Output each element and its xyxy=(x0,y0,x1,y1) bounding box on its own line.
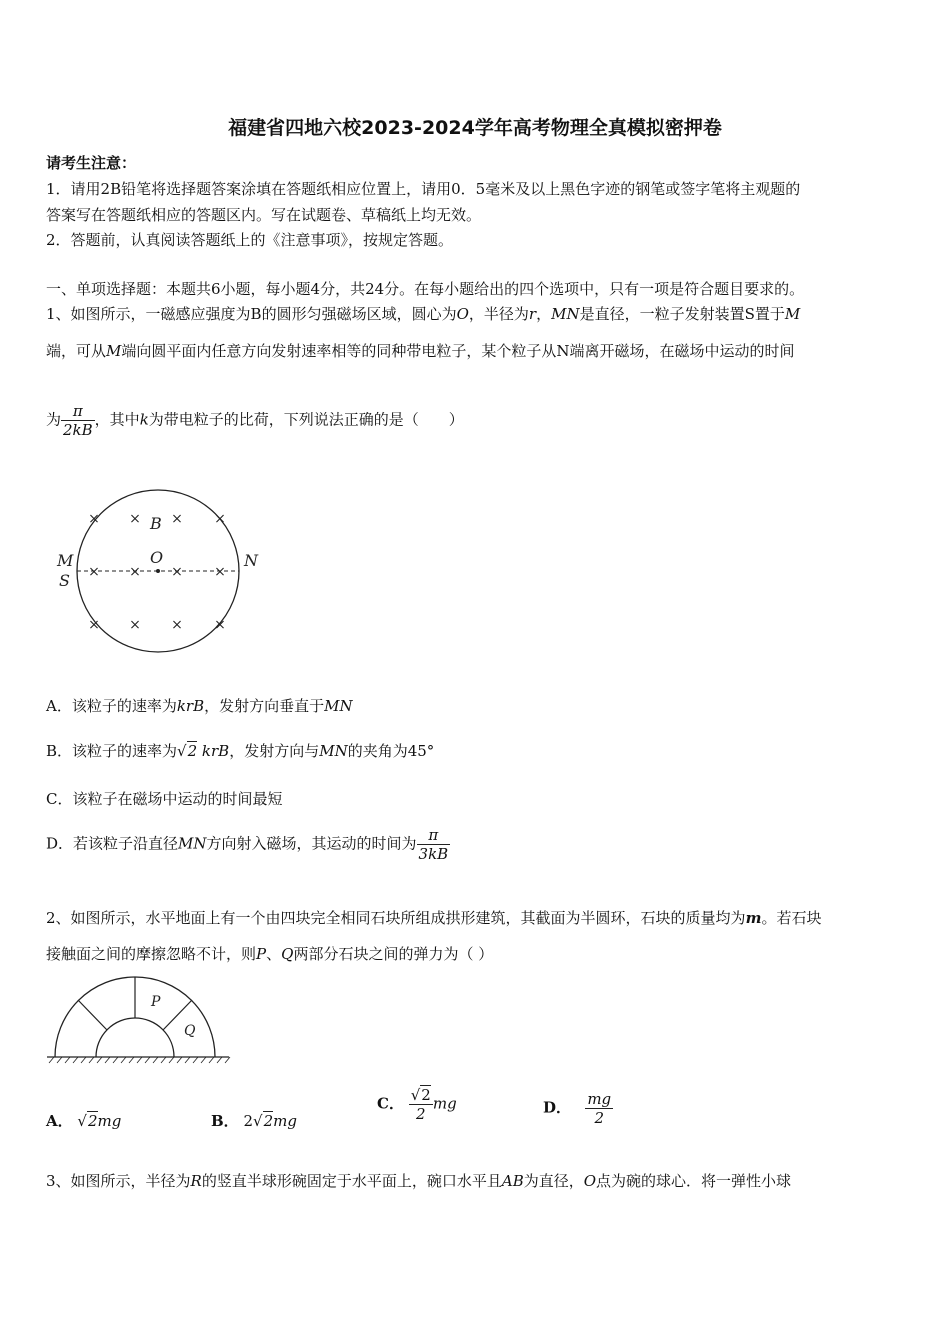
label-B: B xyxy=(150,514,162,533)
q2-option-c: C． $\frac{√2}{2}$ mg xyxy=(377,1086,457,1123)
field-cross: × xyxy=(88,617,100,633)
field-cross: × xyxy=(214,511,226,527)
q1-magnetic-field-figure xyxy=(50,485,270,665)
q2-option-a: A． √2mg xyxy=(46,1112,122,1130)
q1-option-c: C．该粒子在磁场中运动的时间最短 xyxy=(46,790,283,808)
q1-option-d-fraction: $\frac{\pi}{3kB}$ xyxy=(418,826,449,863)
q2-option-d-fraction: $\frac{mg}{2}$ xyxy=(587,1090,612,1127)
notice-heading: 请考生注意： xyxy=(46,154,137,172)
q2-option-d: D． $\frac{mg}{2}$ xyxy=(543,1090,612,1127)
field-cross: × xyxy=(171,511,183,527)
q3-line-1: 3、如图所示，半径为R的竖直半球形碗固定于水平面上，碗口水平且AB为直径，O点为碗的球心．将一弹性小球 xyxy=(46,1172,792,1190)
field-cross: × xyxy=(171,617,183,633)
label-N: N xyxy=(244,551,258,570)
q1-line-3: 为 $\frac{\pi}{2kB}$ ，其中k为带电粒子的比荷，下列说法正确的是（ ） xyxy=(46,402,464,439)
q1-option-b: B．该粒子的速率为√2 krB，发射方向与MN的夹角为45° xyxy=(46,742,435,760)
field-cross: × xyxy=(129,617,141,633)
label-M: M xyxy=(57,551,74,570)
q2-option-b: B． 2√2mg xyxy=(211,1112,297,1130)
label-S: S xyxy=(59,571,70,590)
field-cross: × xyxy=(214,564,226,580)
q1-option-a: A．该粒子的速率为krB，发射方向垂直于MN xyxy=(46,697,353,715)
notice-item-2: 2．答题前，认真阅读答题纸上的《注意事项》，按规定答题。 xyxy=(46,231,454,249)
section-1-heading: 一、单项选择题：本题共6小题，每小题4分，共24分。在每小题给出的四个选项中，只有一项是符合题目要求的。 xyxy=(46,280,805,298)
field-cross: × xyxy=(88,511,100,527)
field-cross: × xyxy=(214,617,226,633)
notice-item-1-line-2: 答案写在答题纸相应的答题区内。写在试题卷、草稿纸上均无效。 xyxy=(46,206,482,224)
page-title: 福建省四地六校2023-2024学年高考物理全真模拟密押卷 xyxy=(228,117,722,139)
q2-line-1: 2、如图所示，水平地面上有一个由四块完全相同石块所组成拱形建筑，其截面为半圆环，石块的质量均为m。若石块 xyxy=(46,909,822,927)
q2-option-c-fraction: $\frac{√2}{2}$ xyxy=(410,1086,431,1123)
notice-item-1-line-1: 1．请用2B铅笔将选择题答案涂填在答题纸相应位置上，请用0．5毫米及以上黑色字迹的钢笔或签字笔将主观题的 xyxy=(46,180,801,198)
field-cross: × xyxy=(88,564,100,580)
field-cross: × xyxy=(171,564,183,580)
label-P: P xyxy=(151,994,161,1010)
q1-line-1: 1、如图所示，一磁感应强度为B的圆形匀强磁场区域，圆心为O，半径为r，MN是直径，一粒子发射装置S置于M xyxy=(46,305,801,323)
field-cross: × xyxy=(129,564,141,580)
label-Q: Q xyxy=(184,1023,196,1039)
q1-line-2: 端，可从M端向圆平面内任意方向发射速率相等的同种带电粒子，某个粒子从N端离开磁场，在磁场中运动的时间 xyxy=(46,342,795,360)
field-cross: × xyxy=(129,511,141,527)
q1-option-d: D．若该粒子沿直径MN方向射入磁场，其运动的时间为 $\frac{\pi}{3kB}$ xyxy=(46,826,449,863)
q2-line-2: 接触面之间的摩擦忽略不计，则P、Q两部分石块之间的弹力为（ ） xyxy=(46,945,494,963)
q2-arch-figure xyxy=(45,975,235,1067)
q1-time-fraction: $\frac{\pi}{2kB}$ xyxy=(63,402,93,439)
label-O: O xyxy=(150,548,164,567)
